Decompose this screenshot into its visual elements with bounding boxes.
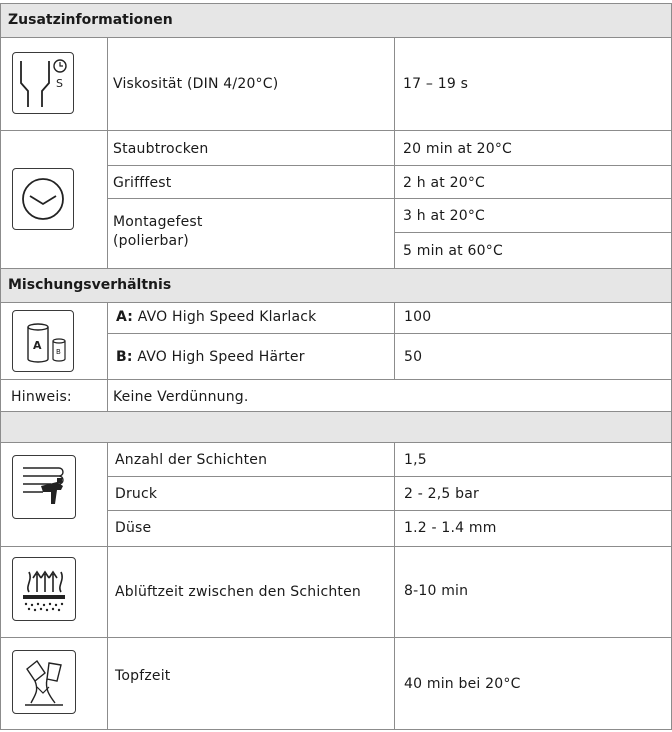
rule [0, 729, 672, 730]
rule [108, 165, 672, 166]
pot-life-value: 40 min bei 20°C [404, 676, 521, 692]
rule [0, 37, 672, 38]
mix-row [116, 309, 316, 325]
application-value: 1.2 - 1.4 mm [404, 520, 497, 536]
rule [107, 37, 108, 268]
rule [395, 232, 672, 233]
note-label: Hinweis: [11, 389, 72, 405]
drying-value: 20 min at 20°C [403, 141, 513, 157]
section-title: Mischungsverhältnis [8, 277, 172, 293]
rule [107, 302, 108, 411]
drying-label-sub: (polierbar) [113, 233, 189, 249]
flash-off-value: 8-10 min [404, 583, 469, 599]
drying-value: 2 h at 20°C [403, 175, 485, 191]
application-label: Düse [115, 520, 152, 536]
section-title: Zusatzinformationen [8, 12, 173, 28]
rule [0, 546, 672, 547]
application-value: 1,5 [404, 452, 427, 468]
pot-life-label: Topfzeit [115, 668, 171, 684]
drying-label: Staubtrocken [113, 141, 209, 157]
pot-life-icon [12, 650, 76, 714]
rule [0, 379, 672, 380]
mix-value: 50 [404, 349, 423, 365]
mix-prefix: A: [116, 309, 134, 325]
mix-label: AVO High Speed Klarlack [137, 309, 317, 325]
rule [108, 333, 672, 334]
rule [0, 411, 672, 412]
mixing-cans-icon [12, 310, 74, 372]
svg-text:B: B [56, 348, 61, 356]
rule [394, 37, 395, 268]
svg-text:A: A [33, 339, 42, 352]
viscosity-cup-icon [12, 52, 74, 114]
drying-label: Montagefest [113, 214, 203, 230]
rule [0, 130, 672, 131]
application-label: Druck [115, 486, 158, 502]
rule [394, 302, 395, 379]
section-header-mischung [0, 268, 672, 302]
drying-value: 3 h at 20°C [403, 208, 485, 224]
viscosity-label: Viskosität (DIN 4/20°C) [113, 76, 279, 92]
note-value: Keine Verdünnung. [113, 389, 249, 405]
drying-label: Grifffest [113, 175, 172, 191]
section-header-empty [0, 411, 672, 442]
mix-value: 100 [404, 309, 432, 325]
rule [108, 476, 672, 477]
spray-gun-icon [12, 455, 76, 519]
rule [0, 442, 672, 443]
drying-value: 5 min at 60°C [403, 243, 503, 259]
rule [108, 510, 672, 511]
clock-icon [12, 168, 74, 230]
rule [0, 302, 672, 303]
mix-label: AVO High Speed Härter [137, 349, 305, 365]
mix-prefix: B: [116, 349, 133, 365]
application-label: Anzahl der Schichten [115, 452, 268, 468]
section-header-zusatz [0, 3, 672, 37]
rule [108, 198, 672, 199]
application-value: 2 - 2,5 bar [404, 486, 479, 502]
viscosity-value: 17 – 19 s [403, 76, 469, 92]
rule [0, 3, 672, 4]
rule [107, 442, 108, 730]
flash-off-label: Ablüftzeit zwischen den Schichten [115, 584, 361, 600]
evaporation-icon [12, 557, 76, 621]
rule [0, 268, 672, 269]
rule [0, 637, 672, 638]
rule [0, 3, 1, 730]
rule [394, 442, 395, 730]
svg-text:S: S [56, 77, 63, 90]
mix-row [116, 349, 305, 365]
